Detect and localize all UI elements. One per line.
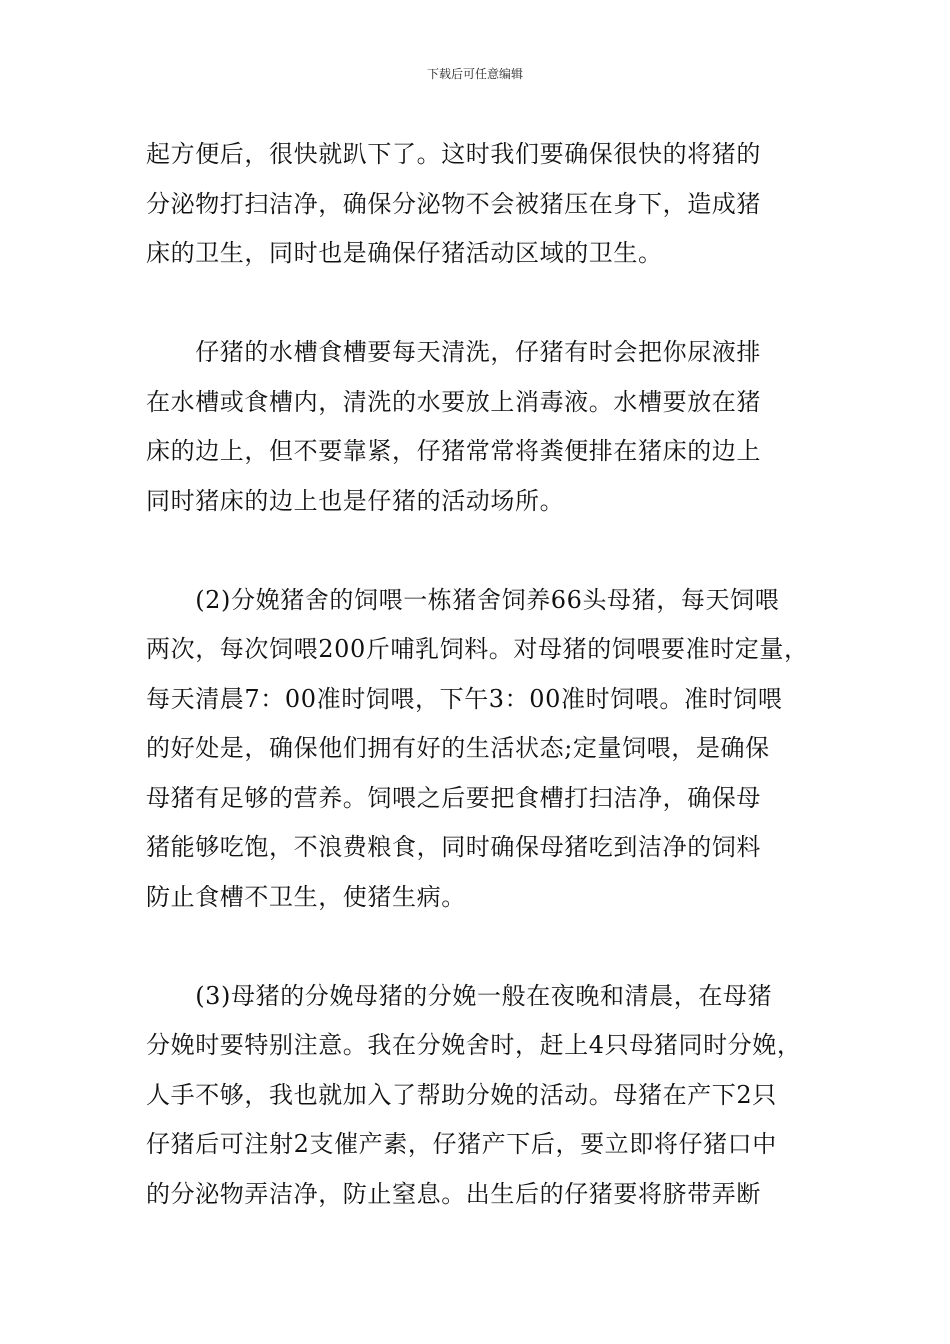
- text-line: (3)母猪的分娩母猪的分娩一般在夜晚和清晨，在母猪: [146, 981, 773, 1010]
- paragraph: [146, 130, 836, 279]
- text-line: 的好处是，确保他们拥有好的生活状态;定量饲喂，是确保: [146, 734, 770, 762]
- text-line: (2)分娩猪舍的饲喂一栋猪舍饲养66头母猪，每天饲喂: [146, 585, 780, 614]
- text-line: 每天清晨7：00准时饲喂，下午3：00准时饲喂。准时饲喂: [146, 684, 783, 713]
- paragraph-spacer: [146, 279, 836, 329]
- page-header: 下载后可任意编辑: [426, 67, 523, 81]
- text-line: 分泌物打扫洁净，确保分泌物不会被猪压在身下，造成猪: [146, 189, 761, 218]
- paragraph: [146, 972, 836, 1220]
- text-line: 床的卫生，同时也是确保仔猪活动区域的卫生。: [146, 239, 663, 267]
- text-line: 母猪有足够的营养。饲喂之后要把食槽打扫洁净，确保母: [146, 783, 761, 812]
- text-line: 床的边上，但不要靠紧，仔猪常常将粪便排在猪床的边上: [146, 437, 761, 465]
- text-line: 同时猪床的边上也是仔猪的活动场所。: [146, 486, 565, 515]
- text-line: 分娩时要特别注意。我在分娩舍时，赶上4只母猪同时分娩，: [146, 1031, 802, 1059]
- document-body: [146, 130, 836, 1219]
- paragraph-spacer: [146, 526, 836, 576]
- text-line: 起方便后，很快就趴下了。这时我们要确保很快的将猪的: [146, 140, 761, 168]
- paragraph: [146, 576, 836, 923]
- paragraph: [146, 328, 836, 526]
- text-line: 人手不够，我也就加入了帮助分娩的活动。母猪在产下2只: [146, 1080, 777, 1109]
- text-line: 两次，每次饲喂200斤哺乳饲料。对母猪的饲喂要准时定量，: [146, 635, 809, 663]
- text-line: 仔猪的水槽食槽要每天清洗，仔猪有时会把你尿液排: [146, 338, 761, 366]
- text-line: 仔猪后可注射2支催产素，仔猪产下后，要立即将仔猪口中: [146, 1130, 777, 1158]
- text-line: 在水槽或食槽内，清洗的水要放上消毒液。水槽要放在猪: [146, 387, 761, 416]
- text-line: 猪能够吃饱，不浪费粮食，同时确保母猪吃到洁净的饲料: [146, 833, 761, 861]
- text-line: 防止食槽不卫生，使猪生病。: [146, 882, 466, 911]
- paragraph-spacer: [146, 922, 836, 972]
- text-line: 的分泌物弄洁净，防止窒息。出生后的仔猪要将脐带弄断: [146, 1179, 761, 1208]
